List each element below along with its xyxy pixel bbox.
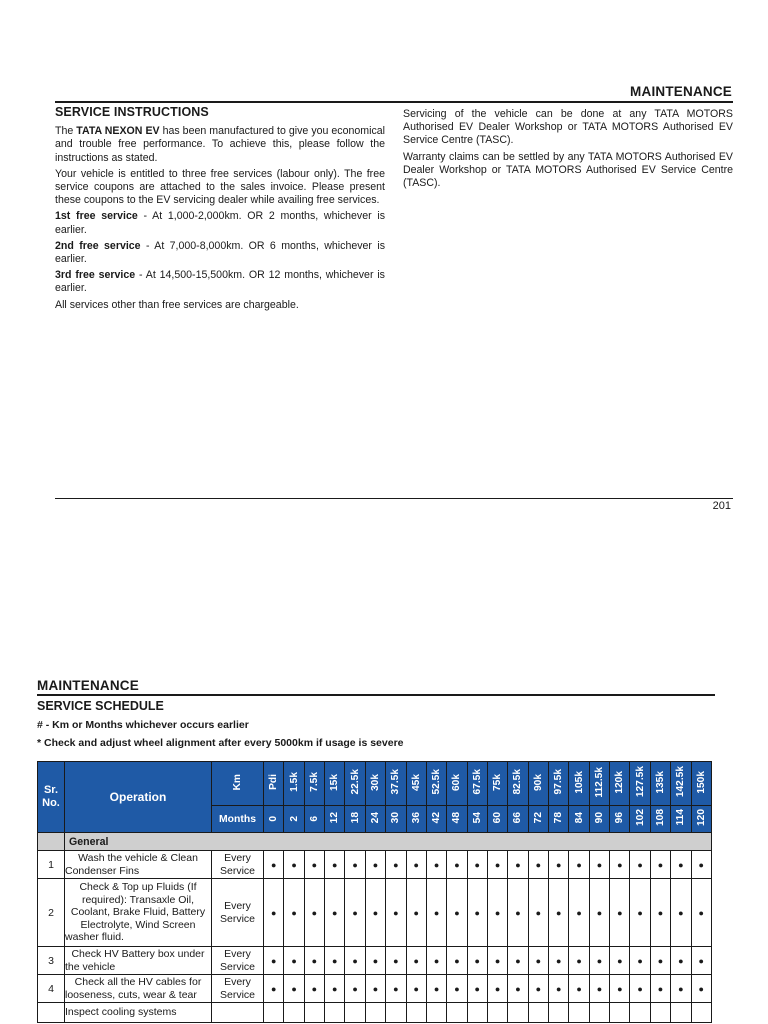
service-mark: ● — [650, 975, 670, 1003]
left-column — [55, 106, 385, 315]
service-mark: ● — [630, 851, 650, 879]
service-mark: ● — [467, 947, 487, 975]
month-interval-header: 90 — [589, 806, 609, 833]
service-mark — [589, 1003, 609, 1023]
service-mark — [284, 1003, 304, 1023]
km-interval-header: 75k — [487, 762, 507, 806]
service-mark: ● — [630, 947, 650, 975]
service-mark — [487, 1003, 507, 1023]
row-operation: Check HV Battery box under the vehicle — [65, 947, 212, 975]
month-interval-header: 12 — [325, 806, 345, 833]
free-service-2: 2nd free service - At 7,000-8,000km. OR 6 months, whichever is earlier. — [55, 239, 385, 266]
service-mark — [650, 1003, 670, 1023]
service-mark: ● — [447, 851, 467, 879]
service-mark: ● — [508, 851, 528, 879]
service-mark — [508, 1003, 528, 1023]
service-mark: ● — [610, 947, 630, 975]
month-interval-header: 6 — [304, 806, 324, 833]
service-mark — [671, 1003, 691, 1023]
row-operation: Check all the HV cables for looseness, cuts, wear & tear — [65, 975, 212, 1003]
service-mark: ● — [650, 879, 670, 947]
service-mark: ● — [304, 851, 324, 879]
service-mark — [447, 1003, 467, 1023]
km-interval-header: 150k — [691, 762, 711, 806]
km-interval-header: 30k — [365, 762, 385, 806]
page-number: 201 — [712, 500, 731, 512]
km-interval-header: 112.5k — [589, 762, 609, 806]
page-header: MAINTENANCE — [630, 84, 732, 99]
service-mark: ● — [671, 975, 691, 1003]
service-mark — [610, 1003, 630, 1023]
header-divider-2 — [37, 694, 715, 696]
service-mark: ● — [650, 851, 670, 879]
service-mark: ● — [325, 851, 345, 879]
service-mark: ● — [386, 851, 406, 879]
service-mark: ● — [528, 879, 548, 947]
service-mark: ● — [691, 879, 711, 947]
service-mark: ● — [447, 879, 467, 947]
km-interval-header: 67.5k — [467, 762, 487, 806]
month-interval-header: 60 — [487, 806, 507, 833]
service-mark — [386, 1003, 406, 1023]
table-row — [38, 879, 712, 947]
service-mark: ● — [508, 975, 528, 1003]
service-mark: ● — [549, 975, 569, 1003]
service-mark: ● — [447, 947, 467, 975]
service-mark: ● — [508, 947, 528, 975]
service-mark: ● — [487, 851, 507, 879]
table-row — [38, 947, 712, 975]
month-interval-header: 42 — [426, 806, 446, 833]
km-interval-header: 82.5k — [508, 762, 528, 806]
month-interval-header: 96 — [610, 806, 630, 833]
free-service-3: 3rd free service - At 14,500-15,500km. OR 12 months, whichever is earlier. — [55, 269, 385, 295]
service-mark: ● — [386, 947, 406, 975]
service-mark: ● — [447, 975, 467, 1003]
row-frequency — [212, 1003, 264, 1023]
km-interval-header: 60k — [447, 762, 467, 806]
service-mark: ● — [549, 879, 569, 947]
service-mark — [630, 1003, 650, 1023]
km-interval-header: 45k — [406, 762, 426, 806]
service-mark: ● — [406, 947, 426, 975]
service-mark: ● — [284, 975, 304, 1003]
coupons-paragraph: Your vehicle is entitled to three free services (labour only). The free service coupons are attached to the sales invoice. Please present these coupons to the EV servicing dealer while availing free services. — [55, 167, 385, 207]
service-mark: ● — [406, 879, 426, 947]
service-mark: ● — [264, 975, 284, 1003]
service-mark: ● — [589, 975, 609, 1003]
chargeable-paragraph: All services other than free services are chargeable. — [55, 298, 299, 311]
service-mark: ● — [304, 975, 324, 1003]
km-interval-header: 120k — [610, 762, 630, 806]
km-interval-header: 135k — [650, 762, 670, 806]
service-mark: ● — [671, 851, 691, 879]
service-mark: ● — [528, 975, 548, 1003]
service-mark: ● — [691, 975, 711, 1003]
month-interval-header: 36 — [406, 806, 426, 833]
service-mark: ● — [569, 947, 589, 975]
service-mark: ● — [467, 975, 487, 1003]
km-interval-header: 142.5k — [671, 762, 691, 806]
row-operation: Inspect cooling systems — [65, 1003, 212, 1023]
service-mark: ● — [467, 879, 487, 947]
service-mark: ● — [426, 851, 446, 879]
row-sr-no: 1 — [38, 851, 65, 879]
month-interval-header: 54 — [467, 806, 487, 833]
right-column — [403, 108, 733, 193]
service-mark: ● — [406, 851, 426, 879]
table-row — [38, 975, 712, 1003]
service-mark: ● — [589, 851, 609, 879]
service-mark: ● — [589, 947, 609, 975]
service-mark: ● — [304, 879, 324, 947]
service-mark — [304, 1003, 324, 1023]
intro-paragraph: The TATA NEXON EV has been manufactured to give you economical and trouble free performance. To achieve this, please follow the instructions as stated. — [55, 125, 385, 164]
service-mark: ● — [508, 879, 528, 947]
km-interval-header: 97.5k — [549, 762, 569, 806]
km-interval-header: 37.5k — [386, 762, 406, 806]
month-interval-header: 2 — [284, 806, 304, 833]
service-mark: ● — [325, 879, 345, 947]
service-mark: ● — [325, 947, 345, 975]
month-interval-header: 78 — [549, 806, 569, 833]
month-interval-header: 48 — [447, 806, 467, 833]
service-mark: ● — [610, 975, 630, 1003]
service-schedule-table — [37, 761, 712, 1023]
km-interval-header: 22.5k — [345, 762, 365, 806]
service-mark: ● — [589, 879, 609, 947]
warranty-paragraph: Warranty claims can be settled by any TATA MOTORS Authorised EV Dealer Workshop or TATA MOTORS Authorised EV Service Centre (TASC). — [403, 150, 733, 190]
month-interval-header: 108 — [650, 806, 670, 833]
km-label: Km — [212, 762, 264, 806]
table-row — [38, 851, 712, 879]
service-mark: ● — [467, 851, 487, 879]
service-mark — [426, 1003, 446, 1023]
service-mark: ● — [284, 851, 304, 879]
service-mark: ● — [691, 947, 711, 975]
km-interval-header: 7.5k — [304, 762, 324, 806]
month-interval-header: 84 — [569, 806, 589, 833]
service-mark: ● — [691, 851, 711, 879]
month-interval-header: 18 — [345, 806, 365, 833]
free-service-1: 1st free service - At 1,000-2,000km. OR 2 months, whichever is earlier. — [55, 210, 385, 236]
alignment-note: * Check and adjust wheel alignment after every 5000km if usage is severe — [37, 737, 404, 749]
service-mark: ● — [549, 947, 569, 975]
service-mark: ● — [264, 851, 284, 879]
service-mark: ● — [284, 947, 304, 975]
service-mark: ● — [671, 879, 691, 947]
month-interval-header: 114 — [671, 806, 691, 833]
month-interval-header: 0 — [264, 806, 284, 833]
service-mark — [467, 1003, 487, 1023]
operation-header: Operation — [65, 762, 212, 833]
row-frequency: Every Service — [212, 947, 264, 975]
row-frequency: Every Service — [212, 851, 264, 879]
category-general: General — [65, 833, 712, 851]
service-mark — [528, 1003, 548, 1023]
service-mark: ● — [487, 947, 507, 975]
month-interval-header: 30 — [386, 806, 406, 833]
km-interval-header: 1.5k — [284, 762, 304, 806]
service-mark: ● — [325, 975, 345, 1003]
months-label: Months — [212, 806, 264, 833]
service-mark: ● — [650, 947, 670, 975]
service-mark: ● — [549, 851, 569, 879]
service-mark — [365, 1003, 385, 1023]
service-mark: ● — [487, 975, 507, 1003]
row-frequency: Every Service — [212, 975, 264, 1003]
service-mark: ● — [569, 851, 589, 879]
service-mark: ● — [304, 947, 324, 975]
service-mark: ● — [671, 947, 691, 975]
service-mark: ● — [365, 947, 385, 975]
section-title: SERVICE INSTRUCTIONS — [55, 105, 209, 119]
row-sr-no: 2 — [38, 879, 65, 947]
row-operation: Wash the vehicle & Clean Condenser Fins — [65, 851, 212, 879]
km-interval-header: 127.5k — [630, 762, 650, 806]
service-mark: ● — [386, 975, 406, 1003]
km-interval-header: 52.5k — [426, 762, 446, 806]
category-row — [38, 833, 712, 851]
service-mark — [264, 1003, 284, 1023]
row-sr-no — [38, 1003, 65, 1023]
service-mark: ● — [610, 851, 630, 879]
service-mark: ● — [426, 947, 446, 975]
km-months-note: # - Km or Months whichever occurs earlier — [37, 719, 249, 731]
km-interval-header: 15k — [325, 762, 345, 806]
service-mark — [325, 1003, 345, 1023]
service-mark: ● — [345, 975, 365, 1003]
servicing-paragraph: Servicing of the vehicle can be done at any TATA MOTORS Authorised EV Dealer Workshop or TATA MOTORS Authorised EV Service Centre (TASC). — [403, 108, 733, 147]
service-mark: ● — [365, 879, 385, 947]
page-header-2: MAINTENANCE — [37, 678, 139, 693]
service-mark: ● — [284, 879, 304, 947]
service-mark: ● — [365, 851, 385, 879]
service-mark — [345, 1003, 365, 1023]
service-mark — [691, 1003, 711, 1023]
month-interval-header: 120 — [691, 806, 711, 833]
row-frequency: Every Service — [212, 879, 264, 947]
service-mark: ● — [487, 879, 507, 947]
row-sr-no: 3 — [38, 947, 65, 975]
service-mark: ● — [630, 879, 650, 947]
service-mark: ● — [569, 879, 589, 947]
month-interval-header: 24 — [365, 806, 385, 833]
service-mark — [569, 1003, 589, 1023]
service-mark: ● — [528, 851, 548, 879]
service-mark: ● — [386, 879, 406, 947]
service-mark: ● — [426, 879, 446, 947]
km-interval-header: 90k — [528, 762, 548, 806]
service-mark: ● — [345, 851, 365, 879]
service-mark: ● — [528, 947, 548, 975]
month-interval-header: 102 — [630, 806, 650, 833]
row-sr-no: 4 — [38, 975, 65, 1003]
service-mark: ● — [345, 879, 365, 947]
km-interval-header: 105k — [569, 762, 589, 806]
service-mark: ● — [630, 975, 650, 1003]
schedule-title: SERVICE SCHEDULE — [37, 699, 164, 713]
service-mark: ● — [406, 975, 426, 1003]
sr-no-header: Sr. No. — [38, 762, 65, 833]
service-mark — [406, 1003, 426, 1023]
service-mark: ● — [426, 975, 446, 1003]
product-name: TATA NEXON EV — [76, 125, 160, 138]
service-mark: ● — [610, 879, 630, 947]
service-mark: ● — [345, 947, 365, 975]
footer-divider — [55, 498, 733, 499]
header-divider — [55, 101, 733, 103]
service-mark: ● — [264, 879, 284, 947]
service-mark — [549, 1003, 569, 1023]
service-mark: ● — [569, 975, 589, 1003]
table-row — [38, 1003, 712, 1023]
service-mark: ● — [365, 975, 385, 1003]
month-interval-header: 66 — [508, 806, 528, 833]
service-mark: ● — [264, 947, 284, 975]
km-interval-header: Pdi — [264, 762, 284, 806]
month-interval-header: 72 — [528, 806, 548, 833]
row-operation: Check & Top up Fluids (If required): Transaxle Oil, Coolant, Brake Fluid, Battery Electrolyte, Wind Screen washer fluid. — [65, 879, 212, 947]
